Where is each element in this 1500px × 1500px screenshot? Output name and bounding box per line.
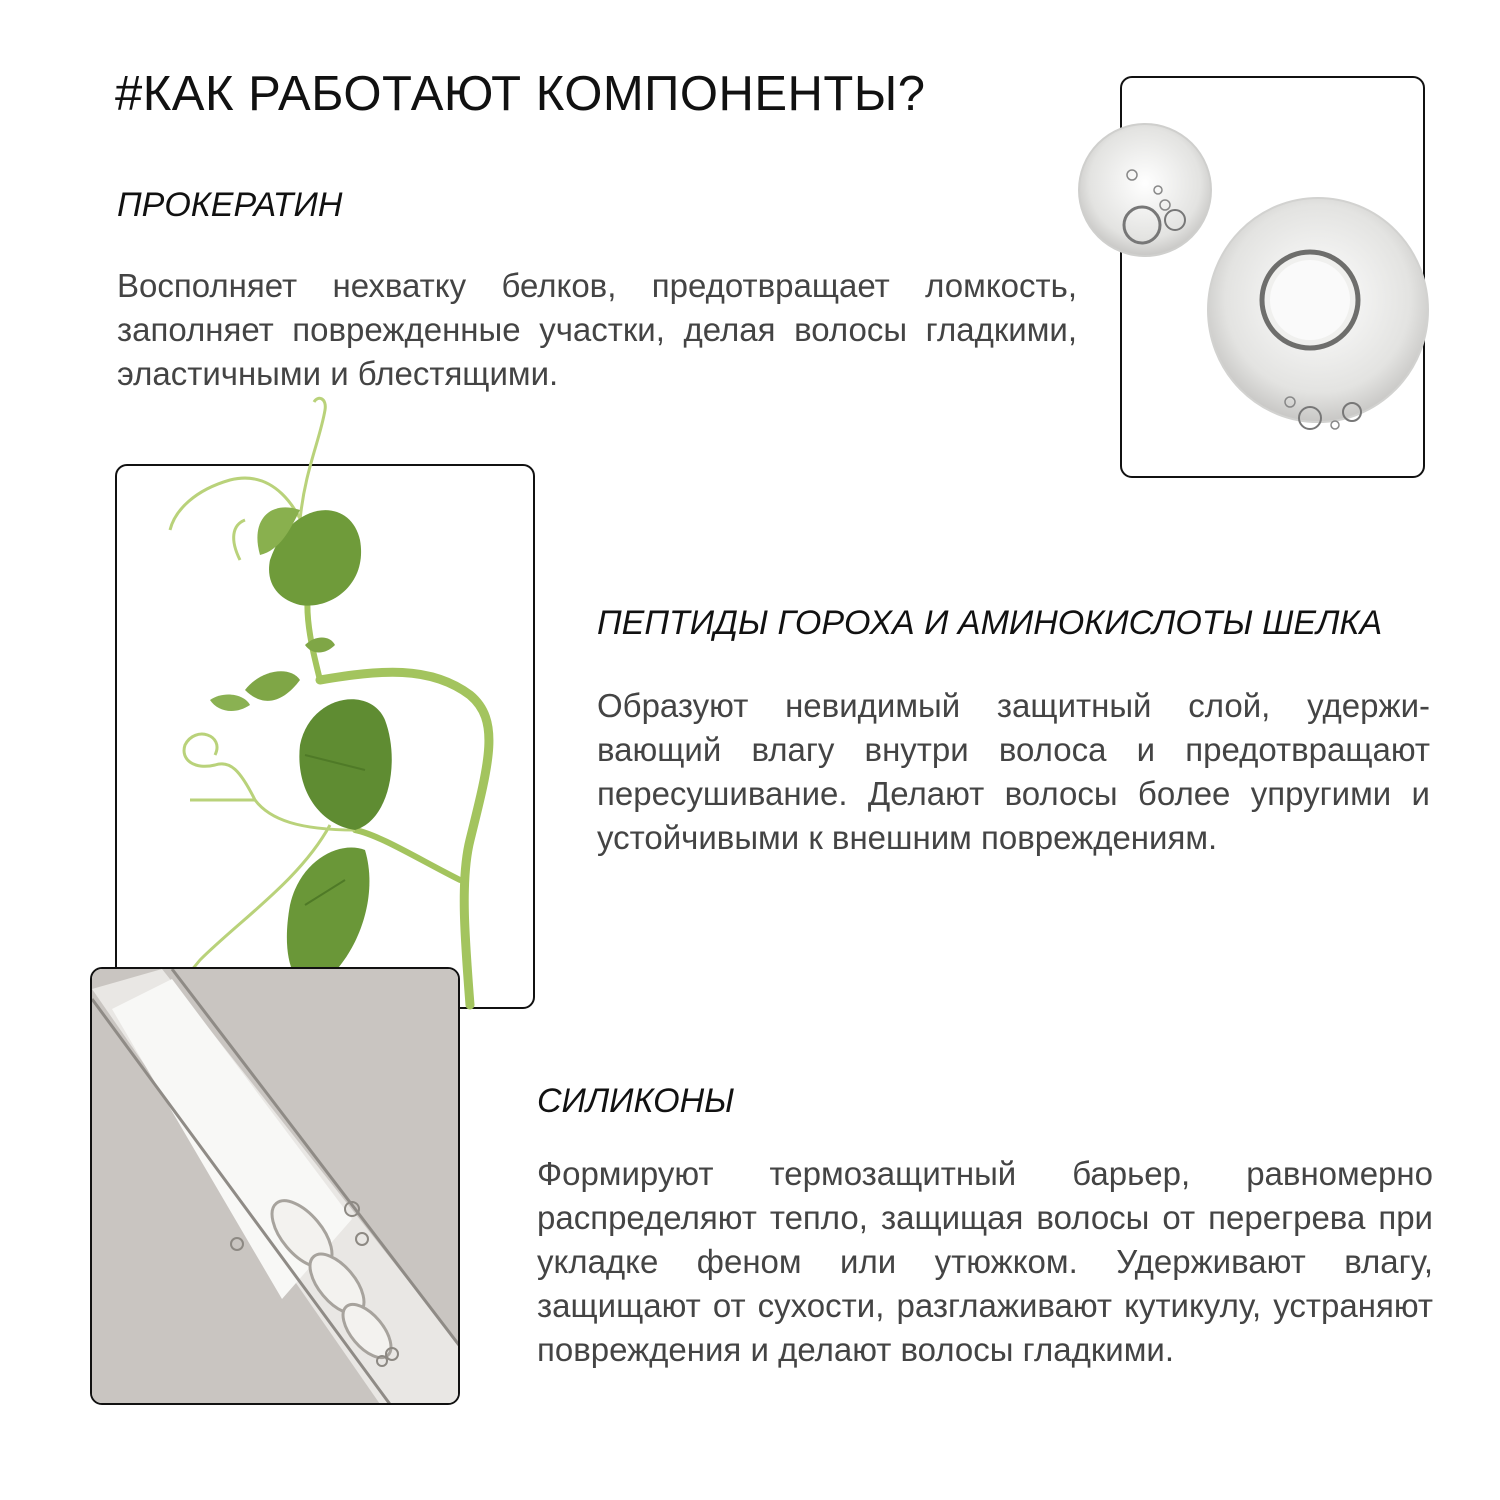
section-heading-silicones: СИЛИКОНЫ (537, 1082, 735, 1120)
section-heading-prokeratin: ПРОКЕРАТИН (117, 186, 343, 224)
section-text-silicones: Формируют термозащитный барьер, равномерно распределяют тепло, защищая волосы от перегрева при укладке феном или утюжком. Удерживают влагу, защищают от сухости, разглаживают кутикулу, устраняют повреждения и делают волосы гладкими. (537, 1155, 1433, 1368)
section-text-peptides: Образуют невидимый защитный слой, удерживающий влагу внутри волоса и предотвращают пересушивание. Делают волосы более упругими и устойчивыми к внешним повреждениям. (597, 687, 1430, 856)
section-text-prokeratin: Восполняет нехватку белков, предотвращает ломкость, заполняет поврежденные участки, делая волосы гладкими, эластичными и блестящими. (117, 267, 1077, 392)
section-heading-peptides: ПЕПТИДЫ ГОРОХА И АМИНОКИСЛОТЫ ШЕЛКА (597, 604, 1383, 642)
page-title: #КАК РАБОТАЮТ КОМПОНЕНТЫ? (115, 67, 926, 121)
